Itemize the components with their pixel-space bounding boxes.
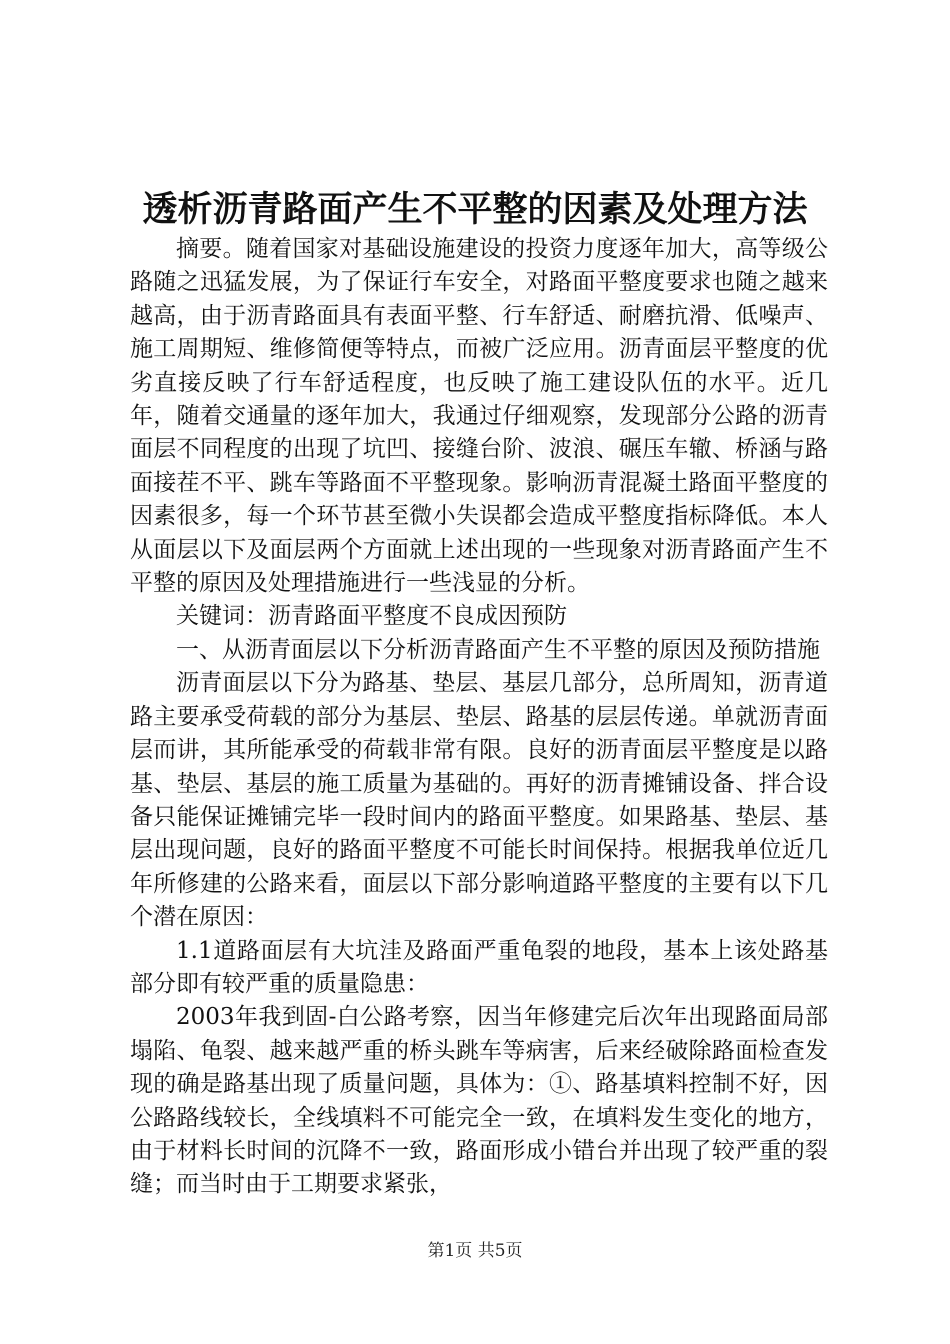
paragraph-keywords: 关键词：沥青路面平整度不良成因预防 — [176, 603, 567, 630]
paragraph-body: 沥青面层以下分为路基、垫层、基层几部分，总所周知，沥青道路主要承受荷载的部分为基层、垫层、路基的层层传递。单就沥青面层而讲，其所能承受的荷载非常有限。良好的沥青面层平整度是以路基、垫层、基层的施工质量为基础的。再好的沥青摊铺设备、拌合设备只能保证摊铺完毕一段时间内的路面平整度。如果路基、垫层、基层出现问题，良好的路面平整度不可能长时间保持。根据我单位近几年所修建的公路来看，面层以下部分影响道路平整度的主要有以下几个潜在原因： — [130, 670, 828, 931]
document-body — [130, 233, 828, 1202]
document-title: 透析沥青路面产生不平整的因素及处理方法 — [142, 189, 808, 230]
page-footer: 第1页 共5页 — [427, 1241, 523, 1261]
section-heading-1: 一、从沥青面层以下分析沥青路面产生不平整的原因及预防措施 — [176, 636, 820, 663]
paragraph-abstract: 摘要。随着国家对基础设施建设的投资力度逐年加大，高等级公路随之迅猛发展，为了保证行车安全，对路面平整度要求也随之越来越高，由于沥青路面具有表面平整、行车舒适、耐磨抗滑、低噪声、施工周期短、维修简便等特点，而被广泛应用。沥青面层平整度的优劣直接反映了行车舒适程度，也反映了施工建设队伍的水平。近几年，随着交通量的逐年加大，我通过仔细观察，发现部分公路的沥青面层不同程度的出现了坑凹、接缝台阶、波浪、碾压车辙、桥涵与路面接茬不平、跳车等路面不平整现象。影响沥青混凝土路面平整度的因素很多，每一个环节甚至微小失误都会造成平整度指标降低。本人从面层以下及面层两个方面就上述出现的一些现象对沥青路面产生不平整的原因及处理措施进行一些浅显的分析。 — [130, 236, 828, 597]
paragraph-body: 2003年我到固-白公路考察，因当年修建完后次年出现路面局部塌陷、龟裂、越来越严重的桥头跳车等病害，后来经破除路面检查发现的确是路基出现了质量问题，具体为：①、路基填料控制不好，因公路路线较长，全线填料不可能完全一致，在填料发生变化的地方，由于材料长时间的沉降不一致，路面形成小错台并出现了较严重的裂缝；而当时由于工期要求紧张， — [130, 1004, 828, 1198]
subsection-heading-1-1: 1.1道路面层有大坑洼及路面严重龟裂的地段，基本上该处路基部分即有较严重的质量隐患： — [130, 937, 828, 997]
